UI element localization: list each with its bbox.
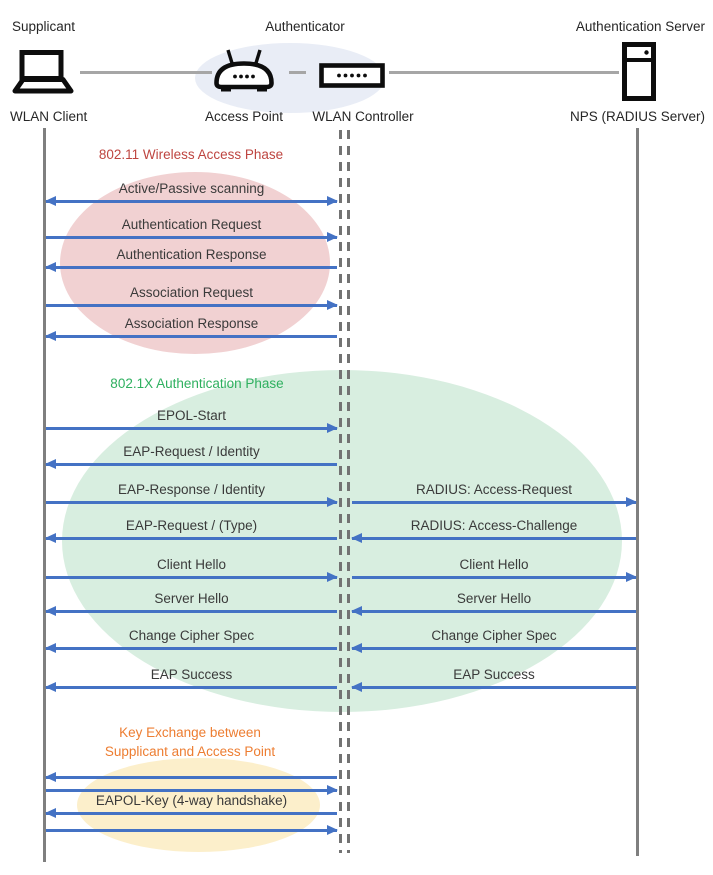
actor-label-authentication-server: Authentication Server bbox=[575, 19, 705, 34]
message-label: Server Hello bbox=[154, 591, 229, 606]
phase-title-key-exchange bbox=[105, 723, 275, 761]
message-arrow bbox=[46, 335, 337, 338]
phase-title-8021x: 802.1X Authentication Phase bbox=[110, 376, 284, 391]
arrowhead-left-icon bbox=[45, 643, 56, 653]
actor-label-wlan-controller: WLAN Controller bbox=[312, 109, 414, 124]
arrowhead-right-icon bbox=[327, 423, 338, 433]
message-arrow bbox=[352, 576, 636, 579]
server-icon bbox=[622, 42, 656, 106]
message-arrow bbox=[46, 812, 337, 815]
arrowhead-right-icon bbox=[327, 497, 338, 507]
lifeline-radius-server bbox=[636, 128, 639, 856]
actor-label-nps-radius-server: NPS (RADIUS Server) bbox=[569, 109, 705, 124]
message-label: Server Hello bbox=[456, 591, 532, 606]
message-label: Authentication Response bbox=[116, 247, 267, 262]
message-arrow bbox=[46, 427, 337, 430]
arrowhead-left-icon bbox=[45, 262, 56, 272]
connector-line bbox=[80, 71, 212, 74]
wlan-controller-icon bbox=[319, 63, 385, 93]
message-label: EPOL-Start bbox=[156, 408, 227, 423]
phase-title-key-exchange-line1: Key Exchange between bbox=[119, 725, 261, 740]
message-label: RADIUS: Access-Challenge bbox=[410, 518, 578, 533]
connector-line bbox=[289, 71, 306, 74]
message-arrow bbox=[46, 236, 337, 239]
message-label: EAP Success bbox=[453, 667, 535, 682]
message-arrow bbox=[352, 501, 636, 504]
message-label: EAP Success bbox=[150, 667, 233, 682]
message-label: Client Hello bbox=[459, 557, 529, 572]
message-arrow bbox=[46, 304, 337, 307]
message-label: Association Response bbox=[124, 316, 259, 331]
access-point-icon bbox=[213, 48, 275, 97]
arrowhead-left-icon bbox=[45, 808, 56, 818]
arrowhead-left-icon bbox=[351, 533, 362, 543]
message-arrow bbox=[352, 537, 636, 540]
arrowhead-right-icon bbox=[626, 572, 637, 582]
arrowhead-left-icon bbox=[351, 682, 362, 692]
message-label: Authentication Request bbox=[121, 217, 262, 232]
arrowhead-right-icon bbox=[327, 300, 338, 310]
arrowhead-right-icon bbox=[327, 825, 338, 835]
arrowhead-left-icon bbox=[45, 459, 56, 469]
message-arrow bbox=[46, 266, 337, 269]
arrowhead-left-icon bbox=[45, 331, 56, 341]
message-label: Change Cipher Spec bbox=[431, 628, 557, 643]
arrowhead-right-icon bbox=[327, 196, 338, 206]
message-label: EAP-Request / Identity bbox=[123, 444, 260, 459]
message-arrow bbox=[352, 647, 636, 650]
actor-label-wlan-client: WLAN Client bbox=[10, 109, 88, 124]
laptop-icon bbox=[12, 50, 74, 100]
actor-label-supplicant: Supplicant bbox=[12, 19, 76, 34]
message-label: Client Hello bbox=[156, 557, 227, 572]
message-label: EAP-Response / Identity bbox=[117, 482, 266, 497]
arrowhead-right-icon bbox=[327, 232, 338, 242]
message-label: Active/Passive scanning bbox=[118, 181, 265, 196]
message-arrow bbox=[352, 686, 636, 689]
message-arrow bbox=[46, 829, 337, 832]
arrowhead-left-icon bbox=[45, 682, 56, 692]
arrowhead-left-icon bbox=[45, 606, 56, 616]
actor-label-authenticator: Authenticator bbox=[265, 19, 345, 34]
arrowhead-right-icon bbox=[327, 572, 338, 582]
message-arrow bbox=[46, 200, 337, 203]
arrowhead-left-icon bbox=[45, 533, 56, 543]
actor-label-access-point: Access Point bbox=[204, 109, 284, 124]
message-arrow bbox=[46, 576, 337, 579]
arrowhead-left-icon bbox=[45, 196, 56, 206]
arrowhead-right-icon bbox=[327, 785, 338, 795]
lifeline-access-point-dashed bbox=[339, 130, 342, 853]
phase-ellipse-8021x bbox=[62, 370, 622, 712]
message-label: Change Cipher Spec bbox=[128, 628, 255, 643]
message-arrow bbox=[352, 610, 636, 613]
message-arrow bbox=[46, 501, 337, 504]
message-label: RADIUS: Access-Request bbox=[415, 482, 573, 497]
arrowhead-left-icon bbox=[351, 606, 362, 616]
message-arrow bbox=[46, 776, 337, 779]
message-arrow bbox=[46, 686, 337, 689]
arrowhead-right-icon bbox=[626, 497, 637, 507]
message-arrow bbox=[46, 537, 337, 540]
message-arrow bbox=[46, 463, 337, 466]
lifeline-wlan-controller-dashed bbox=[347, 130, 350, 853]
message-label: EAPOL-Key (4-way handshake) bbox=[95, 793, 288, 808]
phase-title-key-exchange-line2: Supplicant and Access Point bbox=[104, 744, 276, 759]
message-arrow bbox=[46, 789, 337, 792]
message-arrow bbox=[46, 610, 337, 613]
connector-line bbox=[389, 71, 619, 74]
arrowhead-left-icon bbox=[351, 643, 362, 653]
message-label: EAP-Request / (Type) bbox=[125, 518, 258, 533]
message-arrow bbox=[46, 647, 337, 650]
phase-title-80211: 802.11 Wireless Access Phase bbox=[98, 147, 284, 162]
message-label: Association Request bbox=[129, 285, 254, 300]
arrowhead-left-icon bbox=[45, 772, 56, 782]
